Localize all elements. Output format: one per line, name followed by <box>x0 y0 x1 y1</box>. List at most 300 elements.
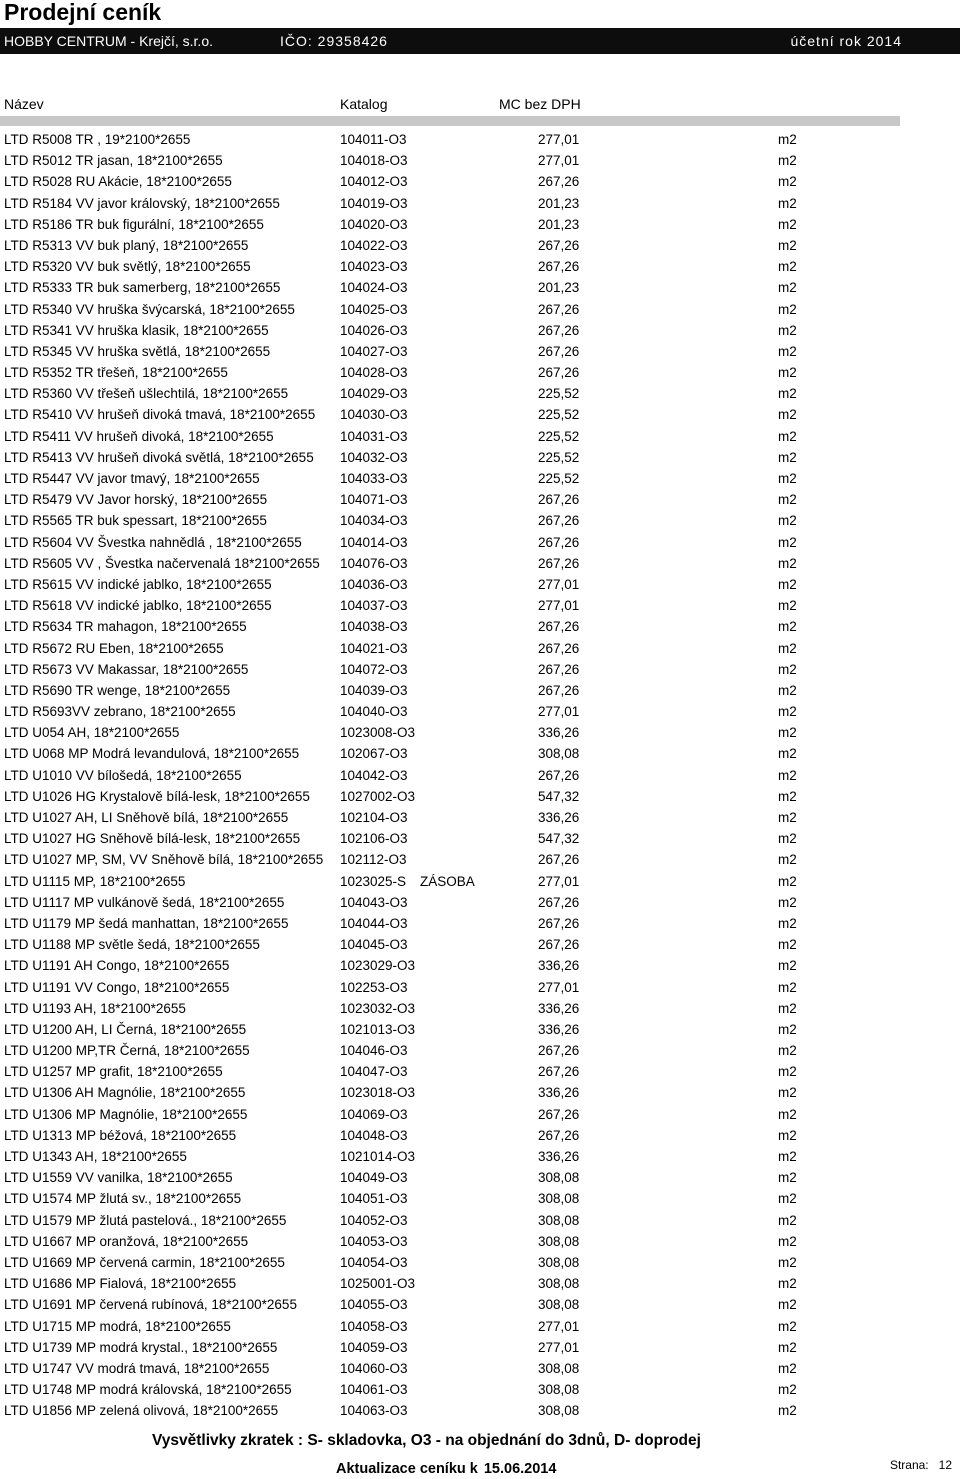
cell-unit: m2 <box>778 746 797 762</box>
table-row <box>0 828 960 849</box>
cell-price: 267,26 <box>538 619 580 635</box>
cell-name: LTD U1574 MP žlutá sv., 18*2100*2655 <box>4 1191 242 1207</box>
table-row <box>0 659 960 680</box>
cell-price: 547,32 <box>538 831 580 847</box>
cell-price: 277,01 <box>538 873 580 889</box>
cell-unit: m2 <box>778 1254 797 1270</box>
cell-catalog: 104030-O3 <box>340 407 408 423</box>
table-row <box>0 1337 960 1358</box>
cell-unit: m2 <box>778 449 797 465</box>
cell-unit: m2 <box>778 174 797 190</box>
cell-unit: m2 <box>778 365 797 381</box>
cell-catalog: 104022-O3 <box>340 237 408 253</box>
cell-name: LTD R5447 VV javor tmavý, 18*2100*2655 <box>4 471 260 486</box>
cell-unit: m2 <box>778 598 797 614</box>
cell-unit: m2 <box>778 915 797 931</box>
table-row <box>0 892 960 913</box>
cell-catalog: 104011-O3 <box>340 132 407 147</box>
cell-name: LTD U1257 MP grafit, 18*2100*2655 <box>4 1064 223 1080</box>
cell-unit: m2 <box>778 407 797 423</box>
cell-price: 267,26 <box>538 1106 580 1122</box>
cell-unit: m2 <box>778 979 797 995</box>
cell-name: LTD R5672 RU Eben, 18*2100*2655 <box>4 640 224 656</box>
cell-name: LTD R5360 VV třešeň ušlechtilá, 18*2100*2655 <box>4 386 289 402</box>
page-label: Strana: <box>889 1458 929 1472</box>
cell-catalog: 104027-O3 <box>340 343 408 359</box>
table-row <box>0 341 960 362</box>
cell-name: LTD R5565 TR buk spessart, 18*2100*2655 <box>4 513 267 529</box>
cell-name: LTD R5634 TR mahagon, 18*2100*2655 <box>4 619 247 635</box>
cell-name: LTD U1669 MP červená carmin, 18*2100*2655 <box>4 1254 285 1270</box>
cell-name: LTD U068 MP Modrá levandulová, 18*2100*2655 <box>4 746 300 762</box>
cell-unit: m2 <box>778 1170 797 1186</box>
cell-price: 267,26 <box>538 1127 580 1143</box>
cell-price: 201,23 <box>538 280 580 296</box>
cell-name: LTD R5693VV zebrano, 18*2100*2655 <box>4 704 236 720</box>
cell-price: 225,52 <box>538 428 580 444</box>
cell-catalog: 104053-O3 <box>340 1233 408 1249</box>
table-row <box>0 1146 960 1167</box>
cell-catalog: 104032-O3 <box>340 449 408 465</box>
cell-catalog: 102106-O3 <box>340 831 408 847</box>
table-row <box>0 1188 960 1209</box>
cell-name: LTD U1739 MP modrá krystal., 18*2100*2655 <box>4 1339 278 1355</box>
cell-price: 277,01 <box>538 598 580 614</box>
table-row <box>0 871 960 892</box>
price-table <box>0 129 960 1421</box>
cell-name: LTD U1686 MP Fialová, 18*2100*2655 <box>4 1276 237 1292</box>
cell-price: 308,08 <box>538 1191 580 1207</box>
cell-name: LTD U1179 MP šedá manhattan, 18*2100*2655 <box>4 915 289 931</box>
page-number <box>890 1456 952 1474</box>
cell-catalog: 1021013-O3 <box>340 1021 416 1037</box>
cell-price: 308,08 <box>538 1170 580 1186</box>
cell-price: 336,26 <box>538 1000 580 1016</box>
cell-catalog: 1027002-O3 <box>340 788 416 804</box>
cell-unit: m2 <box>778 237 797 253</box>
cell-name: LTD R5008 TR , 19*2100*2655 <box>4 132 191 147</box>
table-row <box>0 765 960 786</box>
cell-catalog: 104055-O3 <box>340 1297 408 1313</box>
cell-name: LTD U1117 MP vulkánově šedá, 18*2100*2655 <box>4 894 285 910</box>
cell-catalog: 104060-O3 <box>340 1360 408 1376</box>
table-row <box>0 1379 960 1400</box>
cell-name: LTD U1193 AH, 18*2100*2655 <box>4 1000 186 1016</box>
cell-price: 267,26 <box>538 555 580 571</box>
table-row <box>0 320 960 341</box>
cell-price: 267,26 <box>538 1043 580 1059</box>
cell-price: 267,26 <box>538 237 580 253</box>
cell-name: LTD R5313 VV buk planý, 18*2100*2655 <box>4 237 249 253</box>
table-row <box>0 1252 960 1273</box>
table-row <box>0 680 960 701</box>
cell-catalog: 104038-O3 <box>340 619 408 635</box>
cell-price: 225,52 <box>538 449 580 465</box>
cell-name: LTD R5320 VV buk světlý, 18*2100*2655 <box>4 259 251 275</box>
cell-price: 277,01 <box>538 132 580 147</box>
update-date: 15.06.2014 <box>483 1461 557 1477</box>
table-row <box>0 383 960 404</box>
cell-unit: m2 <box>778 1149 797 1164</box>
cell-name: LTD R5410 VV hrušeň divoká tmavá, 18*2100*2655 <box>4 407 316 423</box>
cell-catalog: 104049-O3 <box>340 1170 408 1186</box>
cell-price: 308,08 <box>538 1360 580 1376</box>
table-row <box>0 129 960 150</box>
cell-unit: m2 <box>778 259 797 275</box>
cell-unit: m2 <box>778 1064 797 1080</box>
cell-unit: m2 <box>778 153 797 169</box>
fiscal-year: účetní rok 2014 <box>790 33 902 49</box>
cell-catalog: 104033-O3 <box>340 471 408 486</box>
cell-name: LTD U1691 MP červená rubínová, 18*2100*2655 <box>4 1297 297 1313</box>
cell-price: 225,52 <box>538 386 580 402</box>
table-row <box>0 404 960 425</box>
cell-catalog: 104018-O3 <box>340 153 408 169</box>
cell-unit: m2 <box>778 1000 797 1016</box>
cell-unit: m2 <box>778 767 797 783</box>
cell-price: 267,26 <box>538 937 580 953</box>
table-row <box>0 1358 960 1379</box>
column-header-name: Název <box>4 96 44 112</box>
header-bar <box>0 28 960 54</box>
cell-unit: m2 <box>778 343 797 359</box>
cell-catalog: 1023008-O3 <box>340 725 416 741</box>
cell-price: 201,23 <box>538 216 580 232</box>
cell-unit: m2 <box>778 788 797 804</box>
cell-unit: m2 <box>778 1360 797 1376</box>
cell-price: 336,26 <box>538 1149 580 1164</box>
cell-unit: m2 <box>778 322 797 338</box>
cell-name: LTD R5618 VV indické jablko, 18*2100*2655 <box>4 598 272 614</box>
cell-name: LTD R5352 TR třešeň, 18*2100*2655 <box>4 365 228 381</box>
cell-unit: m2 <box>778 1106 797 1122</box>
table-row <box>0 955 960 976</box>
cell-catalog: 104076-O3 <box>340 555 408 571</box>
cell-name: LTD U1559 VV vanilka, 18*2100*2655 <box>4 1170 233 1186</box>
cell-name: LTD U054 AH, 18*2100*2655 <box>4 725 180 741</box>
cell-catalog: 104036-O3 <box>340 576 408 592</box>
cell-unit: m2 <box>778 1403 797 1419</box>
table-row <box>0 150 960 171</box>
cell-unit: m2 <box>778 704 797 720</box>
cell-price: 225,52 <box>538 407 580 423</box>
cell-catalog: 104019-O3 <box>340 195 408 211</box>
cell-unit: m2 <box>778 682 797 698</box>
company-id: IČO: 29358426 <box>280 33 388 49</box>
cell-unit: m2 <box>778 1382 797 1398</box>
cell-name: LTD R5340 VV hruška švýcarská, 18*2100*2655 <box>4 301 295 317</box>
cell-unit: m2 <box>778 132 797 147</box>
update-label: Aktualizace ceníku k <box>336 1461 478 1477</box>
table-row <box>0 722 960 743</box>
cell-catalog: 104031-O3 <box>340 428 408 444</box>
cell-unit: m2 <box>778 301 797 317</box>
cell-catalog: 104023-O3 <box>340 259 408 275</box>
cell-price: 308,08 <box>538 1212 580 1228</box>
cell-price: 336,26 <box>538 1085 580 1101</box>
table-row <box>0 489 960 510</box>
table-row <box>0 362 960 383</box>
cell-price: 267,26 <box>538 322 580 338</box>
table-row <box>0 1125 960 1146</box>
cell-price: 308,08 <box>538 1382 580 1398</box>
header-divider <box>0 116 900 126</box>
cell-name: LTD U1026 HG Krystalově bílá-lesk, 18*2100*2655 <box>4 788 310 804</box>
column-header-catalog: Katalog <box>340 96 388 112</box>
table-row <box>0 1400 960 1421</box>
cell-price: 267,26 <box>538 640 580 656</box>
cell-catalog: 104058-O3 <box>340 1318 408 1334</box>
table-row <box>0 553 960 574</box>
cell-name: LTD U1027 HG Sněhově bílá-lesk, 18*2100*2655 <box>4 831 301 847</box>
cell-price: 277,01 <box>538 576 580 592</box>
table-row <box>0 1104 960 1125</box>
cell-unit: m2 <box>778 195 797 211</box>
cell-unit: m2 <box>778 576 797 592</box>
table-row <box>0 426 960 447</box>
cell-note: ZÁSOBA <box>420 873 475 889</box>
cell-unit: m2 <box>778 619 797 635</box>
cell-price: 267,26 <box>538 301 580 317</box>
cell-catalog: 104052-O3 <box>340 1212 408 1228</box>
cell-name: LTD R5605 VV , Švestka načervenalá 18*2100*2655 <box>4 555 320 571</box>
cell-price: 308,08 <box>538 1233 580 1249</box>
cell-price: 267,26 <box>538 661 580 677</box>
table-row <box>0 171 960 192</box>
cell-price: 267,26 <box>538 259 580 275</box>
cell-name: LTD U1343 AH, 18*2100*2655 <box>4 1149 187 1164</box>
cell-name: LTD U1306 AH Magnólie, 18*2100*2655 <box>4 1085 246 1101</box>
cell-name: LTD U1748 MP modrá královská, 18*2100*2655 <box>4 1382 292 1398</box>
cell-price: 308,08 <box>538 1403 580 1419</box>
table-row <box>0 193 960 214</box>
cell-name: LTD R5186 TR buk figurální, 18*2100*2655 <box>4 216 264 232</box>
cell-catalog: 104071-O3 <box>340 492 408 508</box>
table-row <box>0 786 960 807</box>
cell-unit: m2 <box>778 1021 797 1037</box>
cell-catalog: 104037-O3 <box>340 598 408 614</box>
cell-catalog: 1023032-O3 <box>340 1000 416 1016</box>
cell-catalog: 104051-O3 <box>340 1191 408 1207</box>
cell-price: 336,26 <box>538 958 580 974</box>
cell-unit: m2 <box>778 1127 797 1143</box>
cell-name: LTD R5479 VV Javor horský, 18*2100*2655 <box>4 492 268 508</box>
cell-catalog: 1023018-O3 <box>340 1085 416 1101</box>
cell-price: 308,08 <box>538 1276 580 1292</box>
table-row <box>0 214 960 235</box>
cell-price: 267,26 <box>538 682 580 698</box>
legend-note: Vysvětlivky zkratek : S- skladovka, O3 - na objednání do 3dnů, D- doprodej <box>152 1432 701 1449</box>
table-row <box>0 532 960 553</box>
cell-price: 308,08 <box>538 1254 580 1270</box>
cell-unit: m2 <box>778 555 797 571</box>
cell-price: 336,26 <box>538 725 580 741</box>
cell-name: LTD U1715 MP modrá, 18*2100*2655 <box>4 1318 231 1334</box>
table-row <box>0 807 960 828</box>
cell-price: 547,32 <box>538 788 580 804</box>
cell-catalog: 104048-O3 <box>340 1127 408 1143</box>
cell-price: 308,08 <box>538 746 580 762</box>
table-row <box>0 1231 960 1252</box>
cell-price: 267,26 <box>538 513 580 529</box>
cell-price: 267,26 <box>538 1064 580 1080</box>
cell-price: 267,26 <box>538 343 580 359</box>
cell-catalog: 1021014-O3 <box>340 1149 416 1164</box>
cell-name: LTD R5345 VV hruška světlá, 18*2100*2655 <box>4 343 271 359</box>
table-row <box>0 1316 960 1337</box>
cell-unit: m2 <box>778 492 797 508</box>
cell-catalog: 104014-O3 <box>340 534 408 550</box>
cell-name: LTD U1115 MP, 18*2100*2655 <box>4 873 186 889</box>
company-name: HOBBY CENTRUM - Krejčí, s.r.o. <box>4 33 213 49</box>
cell-price: 336,26 <box>538 1021 580 1037</box>
cell-name: LTD U1200 MP,TR Černá, 18*2100*2655 <box>4 1043 250 1059</box>
table-row <box>0 1040 960 1061</box>
cell-catalog: 104024-O3 <box>340 280 408 296</box>
table-row <box>0 1061 960 1082</box>
cell-catalog: 104054-O3 <box>340 1254 408 1270</box>
cell-unit: m2 <box>778 937 797 953</box>
table-row <box>0 1082 960 1103</box>
cell-name: LTD U1313 MP béžová, 18*2100*2655 <box>4 1127 237 1143</box>
cell-catalog: 102104-O3 <box>340 810 408 825</box>
cell-catalog: 104043-O3 <box>340 894 408 910</box>
table-row <box>0 256 960 277</box>
cell-catalog: 104039-O3 <box>340 682 408 698</box>
table-row <box>0 1019 960 1040</box>
cell-catalog: 104061-O3 <box>340 1382 408 1398</box>
cell-name: LTD R5604 VV Švestka nahnědlá , 18*2100*2655 <box>4 534 302 550</box>
table-row <box>0 638 960 659</box>
cell-unit: m2 <box>778 1318 797 1334</box>
cell-catalog: 104047-O3 <box>340 1064 408 1080</box>
page-number-value: 12 <box>938 1458 952 1472</box>
cell-unit: m2 <box>778 428 797 444</box>
table-row <box>0 235 960 256</box>
table-row <box>0 849 960 870</box>
cell-price: 267,26 <box>538 894 580 910</box>
cell-price: 336,26 <box>538 810 580 825</box>
table-row <box>0 977 960 998</box>
cell-catalog: 1023029-O3 <box>340 958 416 974</box>
cell-catalog: 104025-O3 <box>340 301 408 317</box>
cell-price: 267,26 <box>538 174 580 190</box>
table-row <box>0 1294 960 1315</box>
cell-price: 267,26 <box>538 852 580 868</box>
table-row <box>0 468 960 489</box>
cell-unit: m2 <box>778 386 797 402</box>
cell-unit: m2 <box>778 280 797 296</box>
cell-catalog: 104012-O3 <box>340 174 408 190</box>
cell-unit: m2 <box>778 810 797 825</box>
cell-name: LTD R5028 RU Akácie, 18*2100*2655 <box>4 174 232 190</box>
cell-unit: m2 <box>778 471 797 486</box>
cell-unit: m2 <box>778 958 797 974</box>
table-row <box>0 510 960 531</box>
table-row <box>0 277 960 298</box>
cell-unit: m2 <box>778 873 797 889</box>
cell-unit: m2 <box>778 216 797 232</box>
cell-unit: m2 <box>778 1339 797 1355</box>
cell-unit: m2 <box>778 1297 797 1313</box>
cell-catalog: 104026-O3 <box>340 322 408 338</box>
cell-unit: m2 <box>778 1233 797 1249</box>
column-header-price: MC bez DPH <box>499 96 581 112</box>
cell-name: LTD U1027 MP, SM, VV Sněhově bílá, 18*2100*2655 <box>4 852 324 868</box>
table-row <box>0 934 960 955</box>
cell-price: 225,52 <box>538 471 580 486</box>
cell-catalog: 104059-O3 <box>340 1339 408 1355</box>
cell-catalog: 104020-O3 <box>340 216 408 232</box>
table-row <box>0 595 960 616</box>
cell-catalog: 102112-O3 <box>340 852 407 868</box>
cell-catalog: 102253-O3 <box>340 979 408 995</box>
cell-catalog: 104046-O3 <box>340 1043 408 1059</box>
cell-catalog: 104042-O3 <box>340 767 408 783</box>
cell-unit: m2 <box>778 661 797 677</box>
cell-name: LTD U1200 AH, LI Černá, 18*2100*2655 <box>4 1021 247 1037</box>
table-row <box>0 616 960 637</box>
cell-unit: m2 <box>778 1043 797 1059</box>
cell-unit: m2 <box>778 513 797 529</box>
table-row <box>0 447 960 468</box>
cell-name: LTD R5341 VV hruška klasik, 18*2100*2655 <box>4 322 269 338</box>
cell-name: LTD U1306 MP Magnólie, 18*2100*2655 <box>4 1106 248 1122</box>
cell-unit: m2 <box>778 831 797 847</box>
cell-unit: m2 <box>778 534 797 550</box>
cell-price: 267,26 <box>538 492 580 508</box>
cell-name: LTD U1191 AH Congo, 18*2100*2655 <box>4 958 230 974</box>
cell-name: LTD R5673 VV Makassar, 18*2100*2655 <box>4 661 249 677</box>
cell-unit: m2 <box>778 852 797 868</box>
cell-catalog: 1025001-O3 <box>340 1276 416 1292</box>
cell-name: LTD U1188 MP světle šedá, 18*2100*2655 <box>4 937 260 953</box>
table-row <box>0 701 960 722</box>
cell-name: LTD U1027 AH, LI Sněhově bílá, 18*2100*2655 <box>4 810 289 825</box>
cell-price: 277,01 <box>538 979 580 995</box>
cell-price: 201,23 <box>538 195 580 211</box>
cell-catalog: 104028-O3 <box>340 365 408 381</box>
cell-name: LTD U1579 MP žlutá pastelová., 18*2100*2655 <box>4 1212 287 1228</box>
cell-price: 277,01 <box>538 1339 580 1355</box>
cell-price: 308,08 <box>538 1297 580 1313</box>
cell-name: LTD R5333 TR buk samerberg, 18*2100*2655 <box>4 280 281 296</box>
cell-catalog: 102067-O3 <box>340 746 408 762</box>
cell-name: LTD R5690 TR wenge, 18*2100*2655 <box>4 682 231 698</box>
cell-price: 267,26 <box>538 767 580 783</box>
cell-name: LTD U1191 VV Congo, 18*2100*2655 <box>4 979 230 995</box>
update-note <box>336 1459 556 1479</box>
cell-name: LTD U1010 VV bílošedá, 18*2100*2655 <box>4 767 242 783</box>
cell-catalog: 1023025-S <box>340 873 407 889</box>
table-row <box>0 913 960 934</box>
cell-price: 277,01 <box>538 704 580 720</box>
cell-price: 267,26 <box>538 534 580 550</box>
table-row <box>0 574 960 595</box>
cell-price: 277,01 <box>538 153 580 169</box>
cell-unit: m2 <box>778 894 797 910</box>
cell-catalog: 104069-O3 <box>340 1106 408 1122</box>
cell-name: LTD R5413 VV hrušeň divoká světlá, 18*2100*2655 <box>4 449 314 465</box>
table-row <box>0 1210 960 1231</box>
cell-unit: m2 <box>778 1191 797 1207</box>
cell-name: LTD R5411 VV hrušeň divoká, 18*2100*2655 <box>4 428 274 444</box>
cell-name: LTD U1747 VV modrá tmavá, 18*2100*2655 <box>4 1360 270 1376</box>
cell-price: 267,26 <box>538 915 580 931</box>
cell-catalog: 104029-O3 <box>340 386 408 402</box>
cell-catalog: 104040-O3 <box>340 704 408 720</box>
cell-name: LTD U1667 MP oranžová, 18*2100*2655 <box>4 1233 249 1249</box>
